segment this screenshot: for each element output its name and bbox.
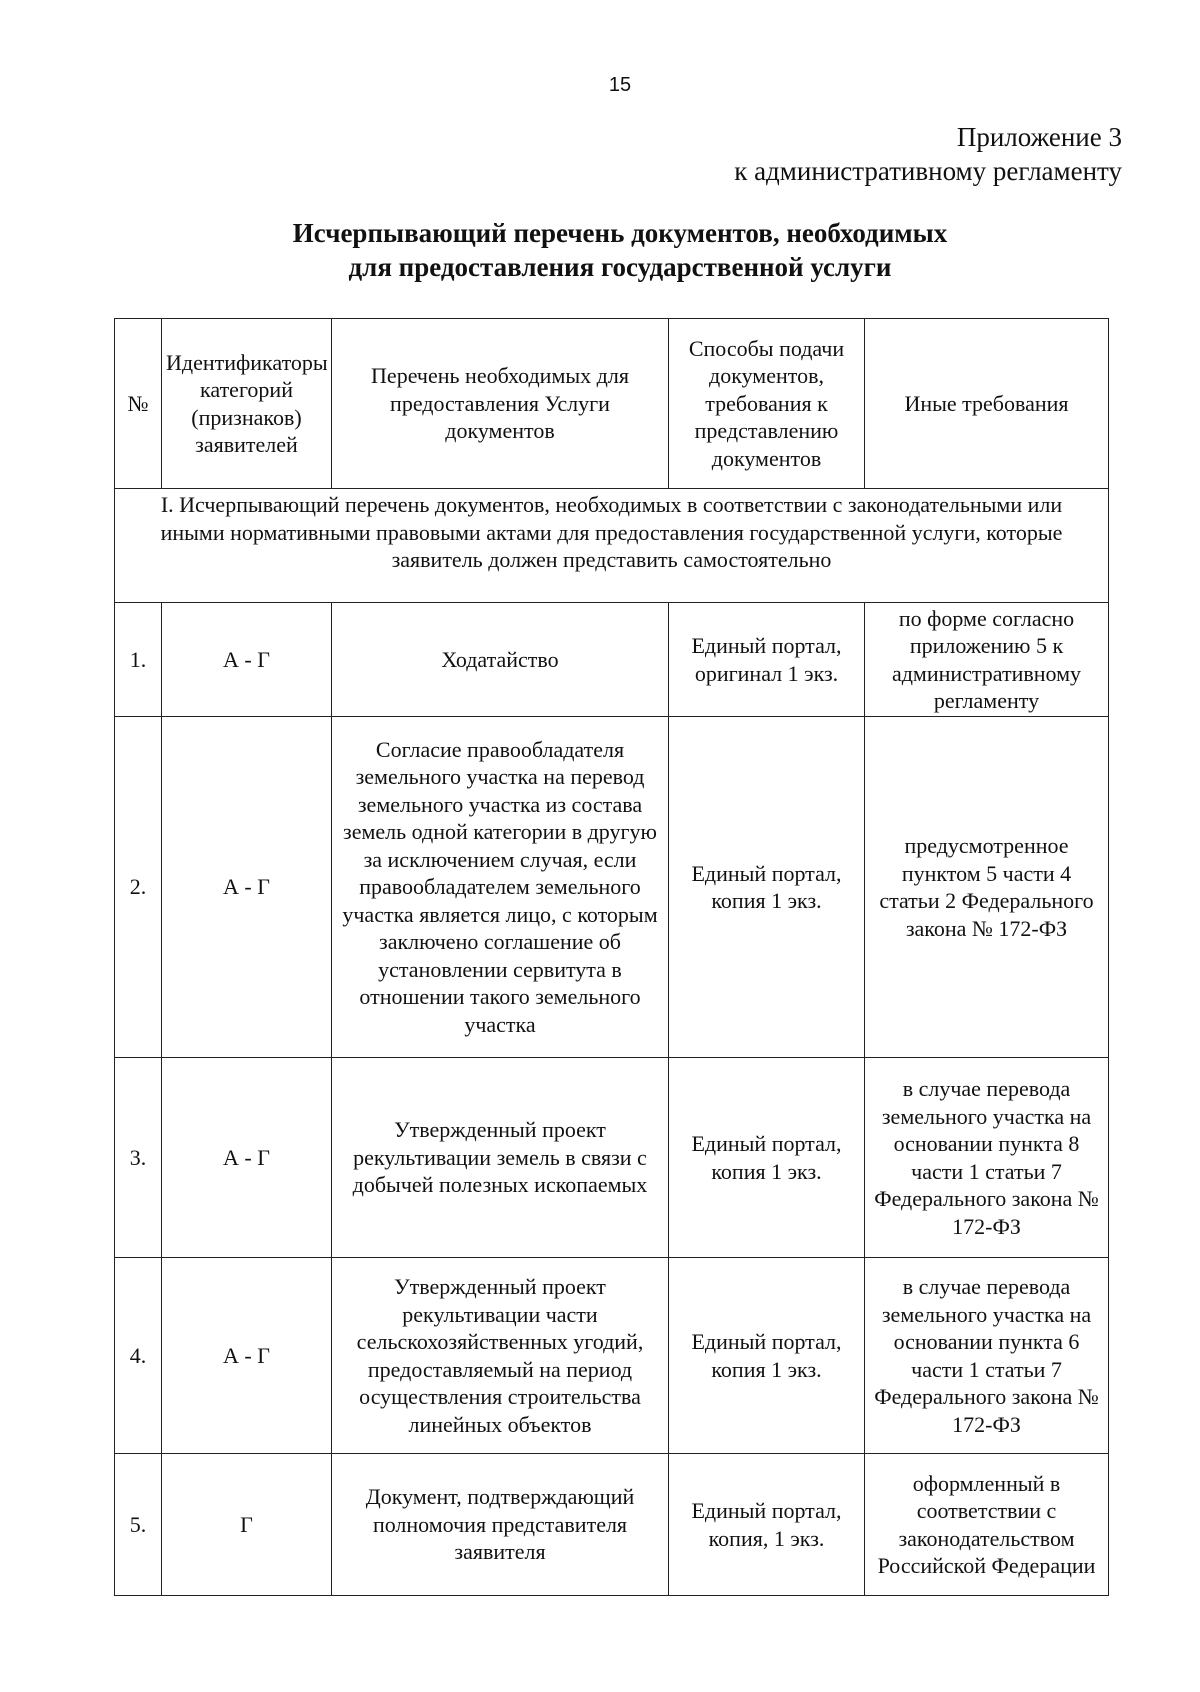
section-row (115, 489, 1109, 603)
section-title: I. Исчерпывающий перечень документов, необходимых в соответствии с законодательными или иными нормативными правовыми актами для предоставления государственной услуги, которые заявитель должен представить самостоятельно (115, 489, 1109, 603)
row-num: 1. (115, 603, 162, 717)
row-requirement: в случае перевода земельного участка на основании пункта 6 части 1 статьи 7 Федерального закона № 172-ФЗ (865, 1258, 1109, 1454)
row-category: А - Г (162, 1258, 332, 1454)
header-identifiers: Идентификаторы категорий (признаков) заявителей (162, 319, 332, 489)
row-document: Ходатайство (332, 603, 669, 717)
header-methods: Способы подачи документов, требования к представлению документов (669, 319, 865, 489)
table-row (115, 1454, 1109, 1596)
header-documents: Перечень необходимых для предоставления Услуги документов (332, 319, 669, 489)
row-method: Единый портал, копия 1 экз. (669, 1058, 865, 1258)
row-method: Единый портал, копия 1 экз. (669, 1258, 865, 1454)
row-method: Единый портал, копия, 1 экз. (669, 1454, 865, 1596)
table-row (115, 1258, 1109, 1454)
document-title (0, 216, 1200, 284)
row-num: 5. (115, 1454, 162, 1596)
row-requirement: по форме согласно приложению 5 к административному регламенту (865, 603, 1109, 717)
row-document: Утвержденный проект рекультивации части сельскохозяйственных угодий, предоставляемый на период осуществления строительства линейных объектов (332, 1258, 669, 1454)
appendix-line-2: к административному регламенту (734, 156, 1122, 186)
appendix-reference (734, 120, 1122, 188)
document-title-line-2: для предоставления государственной услуги (348, 252, 892, 282)
row-category: А - Г (162, 603, 332, 717)
row-category: Г (162, 1454, 332, 1596)
page-number: 15 (608, 74, 632, 96)
row-num: 3. (115, 1058, 162, 1258)
header-other-requirements: Иные требования (865, 319, 1109, 489)
row-num: 4. (115, 1258, 162, 1454)
row-num: 2. (115, 717, 162, 1058)
row-document: Согласие правообладателя земельного участка на перевод земельного участка из состава земель одной категории в другую за исключением случая, если правообладателем земельного участка является лицо, с которым заключено соглашение об установлении сервитута в отношении такого земельного участка (332, 717, 669, 1058)
row-requirement: оформленный в соответствии с законодательством Российской Федерации (865, 1454, 1109, 1596)
row-requirement: в случае перевода земельного участка на основании пункта 8 части 1 статьи 7 Федерального закона № 172-ФЗ (865, 1058, 1109, 1258)
table-row (115, 603, 1109, 717)
appendix-line-1: Приложение 3 (956, 122, 1122, 152)
row-method: Единый портал, копия 1 экз. (669, 717, 865, 1058)
row-document: Утвержденный проект рекультивации земель в связи с добычей полезных ископаемых (332, 1058, 669, 1258)
table-header-row (115, 319, 1109, 489)
document-title-line-1: Исчерпывающий перечень документов, необходимых (292, 218, 948, 248)
documents-table (114, 318, 1109, 1596)
row-requirement: предусмотренное пунктом 5 части 4 статьи 2 Федерального закона № 172-ФЗ (865, 717, 1109, 1058)
row-document: Документ, подтверждающий полномочия представителя заявителя (332, 1454, 669, 1596)
table-row (115, 1058, 1109, 1258)
table-row (115, 717, 1109, 1058)
row-category: А - Г (162, 717, 332, 1058)
row-category: А - Г (162, 1058, 332, 1258)
header-num: № (115, 319, 162, 489)
row-method: Единый портал, оригинал 1 экз. (669, 603, 865, 717)
